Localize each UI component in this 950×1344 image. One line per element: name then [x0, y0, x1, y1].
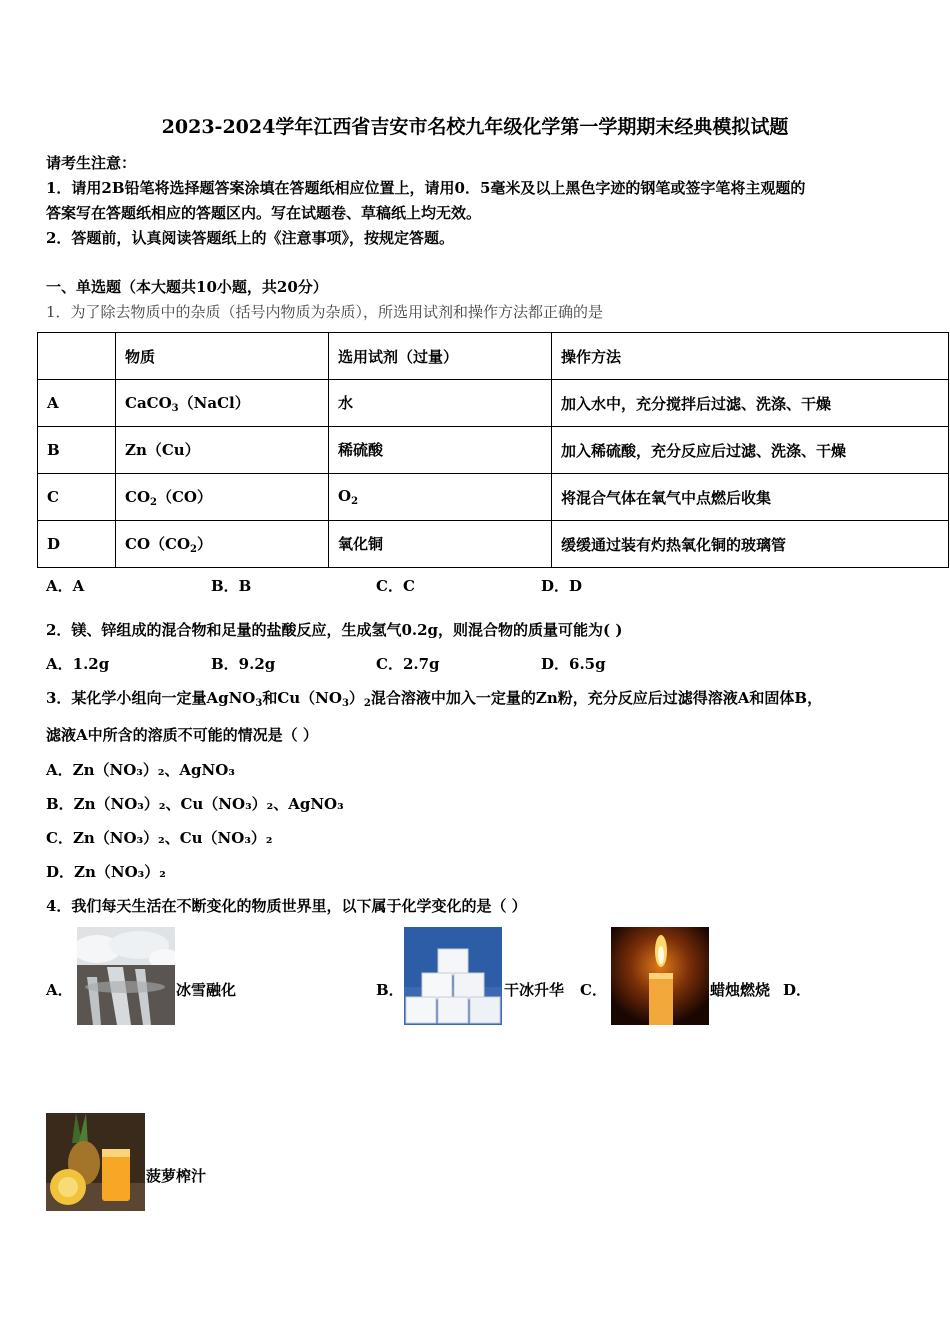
- table-header-row: [38, 333, 949, 380]
- q4-stem: 4．我们每天生活在不断变化的物质世界里，以下属于化学变化的是（ ）: [46, 897, 527, 915]
- q4-option-a-label[interactable]: A．: [46, 981, 73, 999]
- row-method: 加入水中，充分搅拌后过滤、洗涤、干燥: [552, 380, 949, 427]
- dry-ice-sublimation-image: [404, 927, 502, 1025]
- notice-line-1: 1．请用2B铅笔将选择题答案涂填在答题纸相应位置上，请用0．5毫米及以上黑色字迹的钢笔或签字笔将主观题的: [46, 179, 806, 197]
- row-label: A: [38, 380, 116, 427]
- row-substance: $CO_2(CO)$: [116, 474, 329, 521]
- row-method: 加入稀硫酸，充分反应后过滤、洗涤、干燥: [552, 427, 949, 474]
- candle-burning-image: [611, 927, 709, 1025]
- q1-option-a[interactable]: A．A: [46, 577, 85, 595]
- table-header-cell: 选用试剂（过量）: [329, 333, 552, 380]
- row-method: 将混合气体在氧气中点燃后收集: [552, 474, 949, 521]
- q3-stem-line-2: 滤液A中所含的溶质不可能的情况是（ ）: [46, 726, 318, 744]
- q2-option-b[interactable]: B．9.2g: [211, 655, 276, 673]
- q4-option-b-text: 干冰升华: [504, 981, 565, 999]
- q3-option-d[interactable]: D．Zn（NO₃）₂: [46, 863, 166, 881]
- q1-option-b[interactable]: B．B: [211, 577, 252, 595]
- row-method: 缓缓通过装有灼热氧化铜的玻璃管: [552, 521, 949, 568]
- table-header-cell: 物质: [116, 333, 329, 380]
- row-reagent: 氧化铜: [329, 521, 552, 568]
- pineapple-juice-image: [46, 1113, 145, 1211]
- page-title: 2023-2024学年江西省吉安市名校九年级化学第一学期期末经典模拟试题: [161, 116, 789, 138]
- q2-option-c[interactable]: C．2.7g: [376, 655, 440, 673]
- table-header-cell: [38, 333, 116, 380]
- table-header-cell: 操作方法: [552, 333, 949, 380]
- row-label: C: [38, 474, 116, 521]
- row-label: D: [38, 521, 116, 568]
- row-substance: Zn（Cu）: [116, 427, 329, 474]
- table-row: [38, 380, 949, 427]
- q1-stem: 1．为了除去物质中的杂质（括号内物质为杂质），所选用试剂和操作方法都正确的是: [46, 303, 604, 321]
- row-substance: $CO(CO_2)$: [116, 521, 329, 568]
- section-heading: 一、单选题（本大题共10小题，共20分）: [46, 278, 328, 296]
- row-reagent: 稀硫酸: [329, 427, 552, 474]
- q4-option-d-text: 菠萝榨汁: [146, 1167, 207, 1185]
- q3-option-b[interactable]: B．Zn（NO₃）₂、Cu（NO₃）₂、AgNO₃: [46, 795, 344, 813]
- q4-option-d-label[interactable]: D．: [783, 981, 812, 999]
- q2-stem: 2．镁、锌组成的混合物和足量的盐酸反应，生成氢气0.2g，则混合物的质量可能为( ): [46, 621, 623, 639]
- row-reagent: 水: [329, 380, 552, 427]
- notice-line-2: 2．答题前，认真阅读答题纸上的《注意事项》，按规定答题。: [46, 229, 454, 247]
- q2-option-d[interactable]: D．6.5g: [541, 655, 606, 673]
- row-substance: CaCO$_3$（NaCl）: [116, 380, 329, 427]
- ice-snow-melting-image: [77, 927, 175, 1025]
- q4-option-c-label[interactable]: C．: [580, 981, 607, 999]
- notice-line-1b: 答案写在答题纸相应的答题区内。写在试题卷、草稿纸上均无效。: [46, 204, 482, 222]
- q3-stem: 3．某化学小组向一定量AgNO$_3$和$Cu(NO_3)_2$混合溶液中加入一定量的Zn粉，充分反应后过滤得溶液A和固体B，: [46, 689, 823, 709]
- q4-option-b-label[interactable]: B．: [376, 981, 404, 999]
- table-row: [38, 427, 949, 474]
- row-label: B: [38, 427, 116, 474]
- table-row: [38, 521, 949, 568]
- q2-option-a[interactable]: A．1.2g: [46, 655, 110, 673]
- row-reagent: $O_2$: [329, 474, 552, 521]
- q1-table: [37, 332, 949, 568]
- q4-option-c-text: 蜡烛燃烧: [710, 981, 771, 999]
- table-row: [38, 474, 949, 521]
- q1-option-c[interactable]: C．C: [376, 577, 415, 595]
- q1-option-d[interactable]: D．D: [541, 577, 583, 595]
- notice-heading: 请考生注意：: [46, 154, 137, 172]
- q3-option-a[interactable]: A．Zn（NO₃）₂、AgNO₃: [46, 761, 235, 779]
- q4-option-a-text: 冰雪融化: [176, 981, 237, 999]
- q3-option-c[interactable]: C．Zn（NO₃）₂、Cu（NO₃）₂: [46, 829, 273, 847]
